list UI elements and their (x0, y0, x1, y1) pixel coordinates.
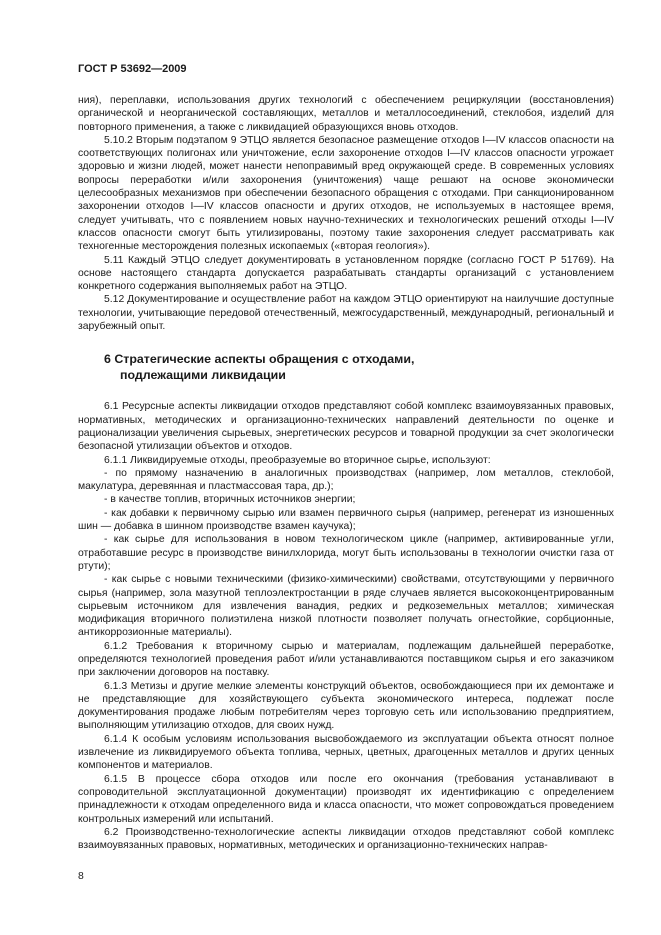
list-item: - как сырье с новыми техническими (физико-химическими) свойствами, отсутствующими у первичного сырья (например, зола мазутной теплоэлектростанции в ряде случаев является высококонцентрированным сырьевым источником для извлечения ванадия, редких и редкоземельных металлов; химическая модификация вторичного полиэтилена низкой плотности позволяет получать огнестойкие, сорбционные, антикоррозионные материалы). (78, 574, 614, 639)
list-item: - по прямому назначению в аналогичных производствах (например, лом металлов, стеклобой, макулатура, деревянная и пластмассовая тара, др.); (78, 467, 614, 493)
paragraph-6-1: 6.1 Ресурсные аспекты ликвидации отходов представляют собой комплекс взаимоувязанных правовых, нормативных, методических и организационно-технических направлений деятельности по оценке и рационализации увеличения сырьевых, энергетических ресурсов и товарной продукции за счет экологически безопасной утилизации объектов и отходов. (78, 401, 614, 453)
paragraph-5-10-2: 5.10.2 Вторым подэтапом 9 ЭТЦО является безопасное размещение отходов I—IV классов опасности на соответствующих полигонах или уничтожение, если захоронение отходов I—IV классов опасности угрожает здоровью и жизни людей, может нанести непоправимый вред окружающей среде. В современных условиях вопросы переработки и/или захоронения (уничтожения) чаще решают на основе экономически целесообразных механизмов при обеспечении безопасного обращения с отходами. При санкционированном захоронении отходов I—IV классов опасности и других отходов, не используемых в настоящее время, следует учитывать, что с появлением новых научно-технических и технологических решений отходы I—IV классов опасности смогут быть утилизированы, поэтому такие захоронения следует рассматривать как техногенные месторождения полезных ископаемых («вторая геология»). (78, 134, 614, 253)
section-heading-line2: подлежащими ликвидации (120, 368, 286, 383)
paragraph-6-2: 6.2 Производственно-технологические аспекты ликвидации отходов представляют собой комплекс взаимоувязанных правовых, нормативных, методических и организационно-технических направ- (78, 826, 614, 852)
page-number: 8 (78, 871, 84, 882)
section-heading (104, 351, 614, 383)
paragraph-6-1-4: 6.1.4 К особым условиям использования высвобождаемого из эксплуатации объекта относят полное извлечение из ликвидируемого объекта топлива, черных, цветных, драгоценных металлов и других ценных компонентов и материалов. (78, 733, 614, 772)
paragraph-continuation: ния), переплавки, использования других технологий с обеспечением рециркуляции (восстановления) органической и неорганической составляющих, металлов и металлосоединений, стеклобоя, изделий для повторного применения, а также с ликвидацией образующихся вновь отходов. (78, 95, 614, 133)
paragraph-6-1-5: 6.1.5 В процессе сбора отходов или после его окончания (требования устанавливают в сопроводительной эксплуатационной документации) производят их идентификацию с определением принадлежности к отходам определенного вида и класса опасности, что может сопровождаться проведением контрольных измерений или испытаний. (78, 773, 614, 825)
paragraph-6-1-2: 6.1.2 Требования к вторичному сырью и материалам, подлежащим дальнейшей переработке, определяются технологией проведения работ и/или устанавливаются поставщиком сырья и его заказчиком при заключении договоров на поставку. (78, 640, 614, 679)
paragraph-5-12: 5.12 Документирование и осуществление работ на каждом ЭТЦО ориентируют на наилучшие доступные технологии, учитывающие передовой отечественный, межгосударственный, международный, региональный и зарубежный опыт. (78, 294, 614, 333)
section-heading-line1: 6 Стратегические аспекты обращения с отходами, (104, 352, 415, 367)
paragraph-6-1-1: 6.1.1 Ликвидируемые отходы, преобразуемые во вторичное сырье, используют: (104, 454, 491, 466)
document-header: ГОСТ Р 53692—2009 (78, 63, 187, 75)
paragraph-5-11: 5.11 Каждый ЭТЦО следует документировать в установленном порядке (согласно ГОСТ Р 51769). На основе настоящего стандарта допускается разрабатывать стандарты организаций с установлением конкретного содержания выполняемых работ на ЭТЦО. (78, 254, 614, 293)
paragraph-6-1-3: 6.1.3 Метизы и другие мелкие элементы конструкций объектов, освобождающиеся при их демонтаже и не представляющие для хозяйствующего субъекта экономического интереса, подлежат после документирования продаже любым потребителям через торговую сеть или использованию предприятием, выполняющим утилизацию отходов, для своих нужд. (78, 680, 614, 732)
list-item: - в качестве топлив, вторичных источников энергии; (104, 494, 356, 506)
document-body (78, 94, 614, 852)
list-item: - как сырье для использования в новом технологическом цикле (например, активированные угли, отработавшие ресурс в производстве винилхлорида, могут быть использованы в технологии очистки газа от ртути); (78, 534, 614, 572)
list-item: - как добавки к первичному сырью или взамен первичного сырья (например, регенерат из изношенных шин — добавка в шинном производстве взамен каучука); (78, 507, 614, 533)
